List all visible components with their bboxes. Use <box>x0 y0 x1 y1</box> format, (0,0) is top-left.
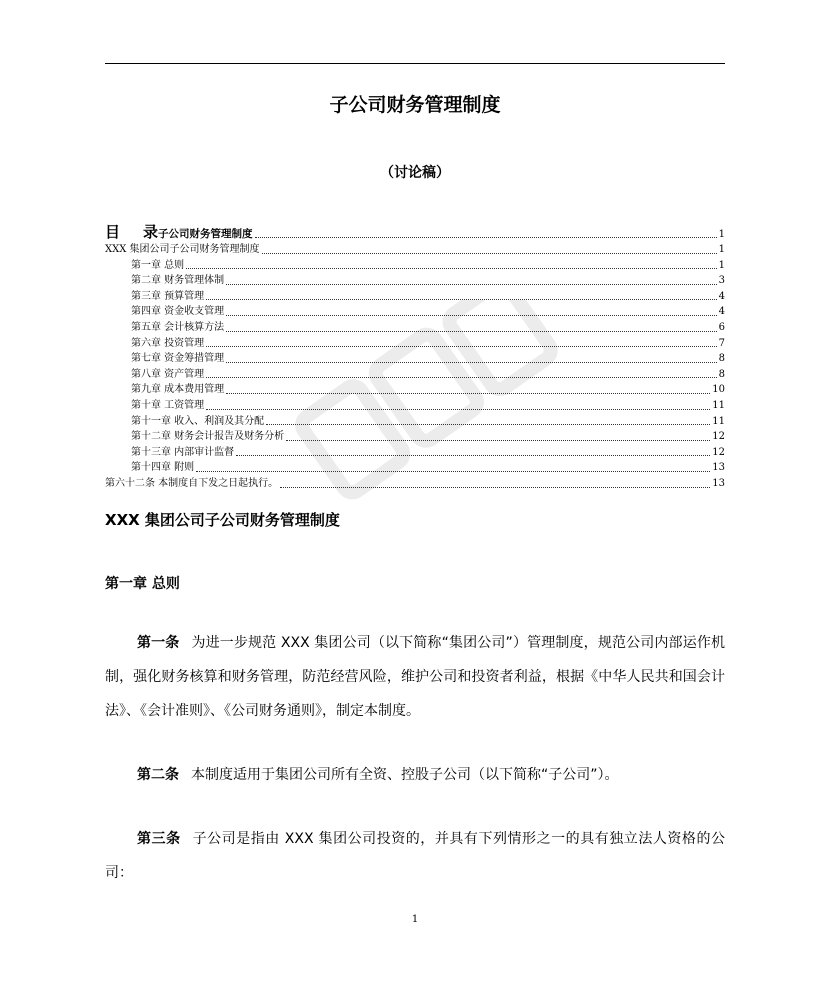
toc-leader <box>262 253 717 254</box>
toc-entry-text: 第三章 预算管理 <box>131 290 205 302</box>
toc-leader <box>226 284 716 285</box>
toc-entry[interactable] <box>105 429 725 445</box>
toc-entry[interactable] <box>105 382 725 398</box>
toc-leader <box>196 471 710 472</box>
article-paragraph <box>105 626 725 728</box>
toc-entry[interactable] <box>105 398 725 414</box>
toc-entry-text: 第十一章 收入、利润及其分配 <box>131 415 265 427</box>
toc-page-number: 4 <box>718 306 725 318</box>
article-text: 本制度适用于集团公司所有全资、控股子公司（以下简称“子公司”）。 <box>191 767 619 783</box>
toc-entry[interactable] <box>105 336 725 352</box>
toc-leader <box>226 315 716 316</box>
toc-page-number: 12 <box>712 431 725 443</box>
toc-page-number: 13 <box>712 462 725 474</box>
toc-leader <box>206 299 716 300</box>
toc-entry[interactable] <box>105 351 725 367</box>
toc-leader <box>206 409 710 410</box>
document-title: 子公司财务管理制度 <box>329 94 501 116</box>
toc-entry[interactable] <box>105 242 725 258</box>
page-number: 1 <box>411 914 419 925</box>
toc-page-number: 10 <box>712 384 725 396</box>
toc-leader <box>226 393 710 394</box>
article-paragraph <box>105 822 725 890</box>
toc-entry[interactable] <box>105 289 725 305</box>
document-subtitle: （讨论稿） <box>380 165 450 181</box>
toc-entry[interactable] <box>105 476 725 492</box>
toc-page-number: 13 <box>712 477 725 489</box>
toc-entry-text: 第十三章 内部审计监督 <box>131 446 235 458</box>
toc-leader <box>286 440 710 441</box>
toc-page-number: 3 <box>718 275 725 287</box>
toc-leader <box>266 424 710 425</box>
toc-leader <box>226 331 716 332</box>
toc-leader <box>236 455 710 456</box>
table-of-contents <box>105 222 725 492</box>
toc-entry-text: 第一章 总则 <box>131 259 185 271</box>
toc-page-number: 11 <box>712 415 725 427</box>
toc-entry-text: 第九章 成本费用管理 <box>131 384 225 396</box>
toc-page-number: 12 <box>712 446 725 458</box>
toc-entry[interactable] <box>105 445 725 461</box>
toc-entry-text: 第七章 资金筹措管理 <box>131 353 225 365</box>
section-title: XXX 集团公司子公司财务管理制度 <box>105 511 340 529</box>
chapter-title: 第一章 总则 <box>105 576 180 592</box>
toc-page-number: 1 <box>718 259 725 271</box>
toc-heading-lu: 录 <box>143 223 159 241</box>
toc-entry-text: 第六十二条 本制度自下发之日起执行。 <box>105 477 279 489</box>
toc-heading-text: 子公司财务管理制度 <box>158 228 253 240</box>
toc-entry-text: 第二章 财务管理体制 <box>131 275 225 287</box>
toc-heading-row[interactable] <box>105 222 725 242</box>
toc-entry[interactable] <box>105 414 725 430</box>
toc-entry-text: 第十四章 附则 <box>131 462 195 474</box>
toc-entry[interactable] <box>105 258 725 274</box>
toc-leader <box>280 487 710 488</box>
toc-heading-mu: 目 <box>105 223 121 241</box>
toc-page-number: 11 <box>712 399 725 411</box>
toc-page-number: 4 <box>718 290 725 302</box>
toc-page-number: 8 <box>718 353 725 365</box>
article-text: 为进一步规范 XXX 集团公司（以下简称“集团公司”）管理制度，规范公司内部运作机制，强化财务核算和财务管理，防范经营风险，维护公司和投资者利益，根据《中华人民共和国会计法》、《会计准则》、《公司财务通则》，制定本制度。 <box>105 635 725 719</box>
toc-entry-text: 第六章 投资管理 <box>131 337 205 349</box>
toc-entry-text: 第四章 资金收支管理 <box>131 306 225 318</box>
toc-entry[interactable] <box>105 460 725 476</box>
toc-entry[interactable] <box>105 367 725 383</box>
toc-leader <box>186 268 716 269</box>
toc-leader <box>255 237 717 238</box>
toc-entry[interactable] <box>105 320 725 336</box>
toc-leader <box>226 362 716 363</box>
toc-entry[interactable] <box>105 304 725 320</box>
toc-entry-text: 第十章 工资管理 <box>131 399 205 411</box>
toc-page-number: 7 <box>718 337 725 349</box>
toc-page-number: 6 <box>718 321 725 333</box>
article-label: 第一条 <box>137 635 180 651</box>
toc-entry-text: 第十二章 财务会计报告及财务分析 <box>131 431 285 443</box>
toc-page-number: 1 <box>718 244 725 255</box>
article-paragraph <box>105 758 725 792</box>
article-label: 第三条 <box>137 831 181 847</box>
toc-entry-text: 第八章 资产管理 <box>131 368 205 380</box>
article-text: 子公司是指由 XXX 集团公司投资的，并具有下列情形之一的具有独立法人资格的公司： <box>105 831 726 881</box>
article-label: 第二条 <box>137 767 179 783</box>
toc-page-number: 1 <box>718 229 725 240</box>
toc-leader <box>206 377 716 378</box>
toc-leader <box>206 346 716 347</box>
toc-entry[interactable] <box>105 273 725 289</box>
toc-entry-text: 第五章 会计核算方法 <box>131 321 225 333</box>
toc-page-number: 8 <box>718 368 725 380</box>
header-rule <box>105 63 725 64</box>
toc-entry-text: XXX 集团公司子公司财务管理制度 <box>105 244 260 255</box>
